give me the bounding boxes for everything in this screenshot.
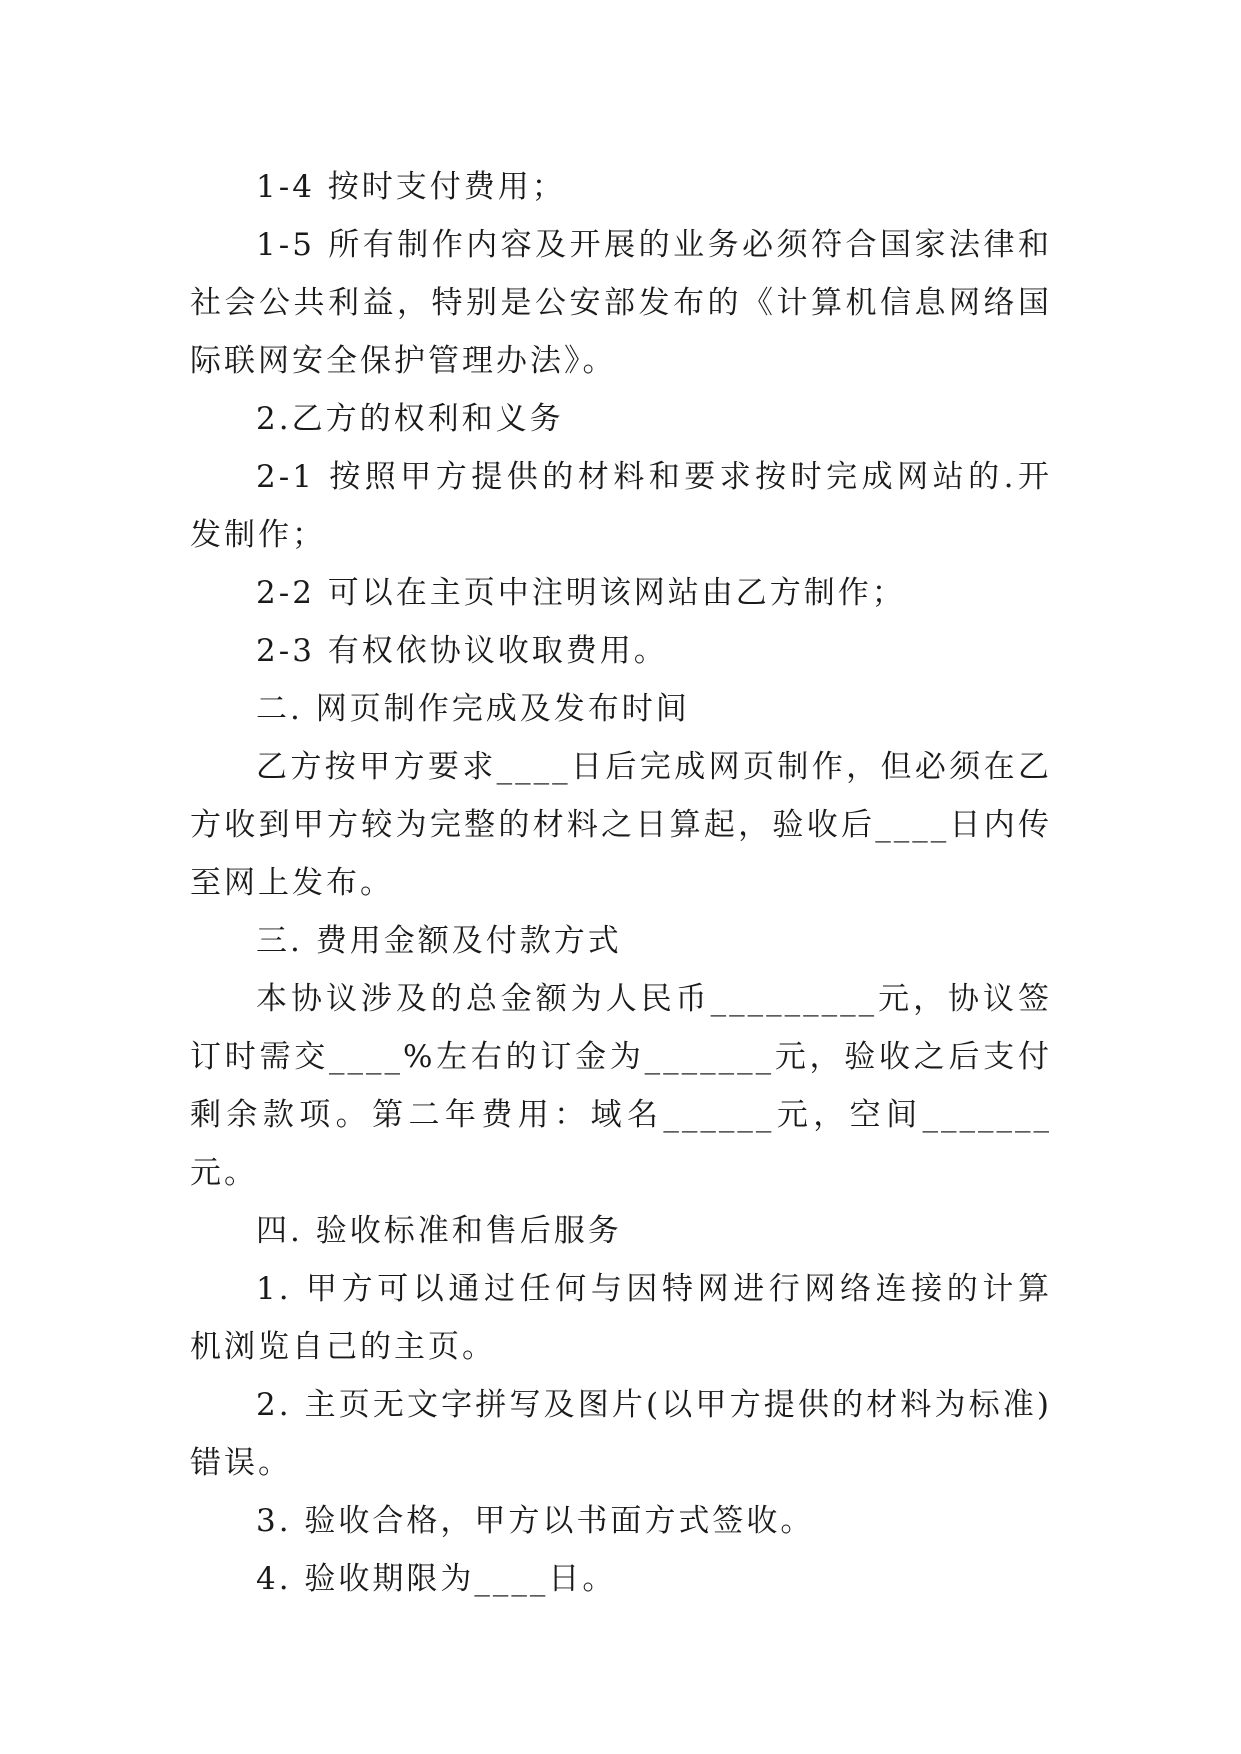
section-heading-3: 三. 费用金额及付款方式: [256, 923, 622, 959]
paragraph-completion-time: 乙方按甲方要求____日后完成网页制作，但必须在乙方收到甲方较为完整的材料之日算起，验收后____日内传至网上发布。: [190, 749, 1052, 901]
paragraph-2-3: 2-3 有权依协议收取费用。: [256, 633, 668, 669]
document-page: [190, 158, 1052, 1608]
paragraph-fees: 本协议涉及的总金额为人民币_________元，协议签订时需交____%左右的订金为_______元，验收之后支付剩余款项。第二年费用：域名______元，空间_______元。: [190, 981, 1052, 1191]
paragraph-2-2: 2-2 可以在主页中注明该网站由乙方制作；: [256, 575, 906, 611]
paragraph-1-5: 1-5 所有制作内容及开展的业务必须符合国家法律和社会公共利益，特别是公安部发布的《计算机信息网络国际联网安全保护管理办法》。: [190, 227, 1052, 379]
section-heading-4: 四. 验收标准和售后服务: [256, 1213, 622, 1249]
paragraph-2-1: 2-1 按照甲方提供的材料和要求按时完成网站的.开发制作；: [190, 459, 1052, 553]
paragraph-1-4: 1-4 按时支付费用；: [256, 169, 566, 205]
heading-party-b-rights: 2.乙方的权利和义务: [256, 401, 564, 437]
paragraph-acceptance-2: 2. 主页无文字拼写及图片(以甲方提供的材料为标准)错误。: [190, 1387, 1052, 1481]
paragraph-acceptance-1: 1. 甲方可以通过任何与因特网进行网络连接的计算机浏览自己的主页。: [190, 1271, 1052, 1365]
paragraph-acceptance-3: 3. 验收合格，甲方以书面方式签收。: [256, 1503, 815, 1539]
section-heading-2: 二. 网页制作完成及发布时间: [256, 691, 690, 727]
paragraph-acceptance-4: 4. 验收期限为____日。: [256, 1561, 617, 1597]
